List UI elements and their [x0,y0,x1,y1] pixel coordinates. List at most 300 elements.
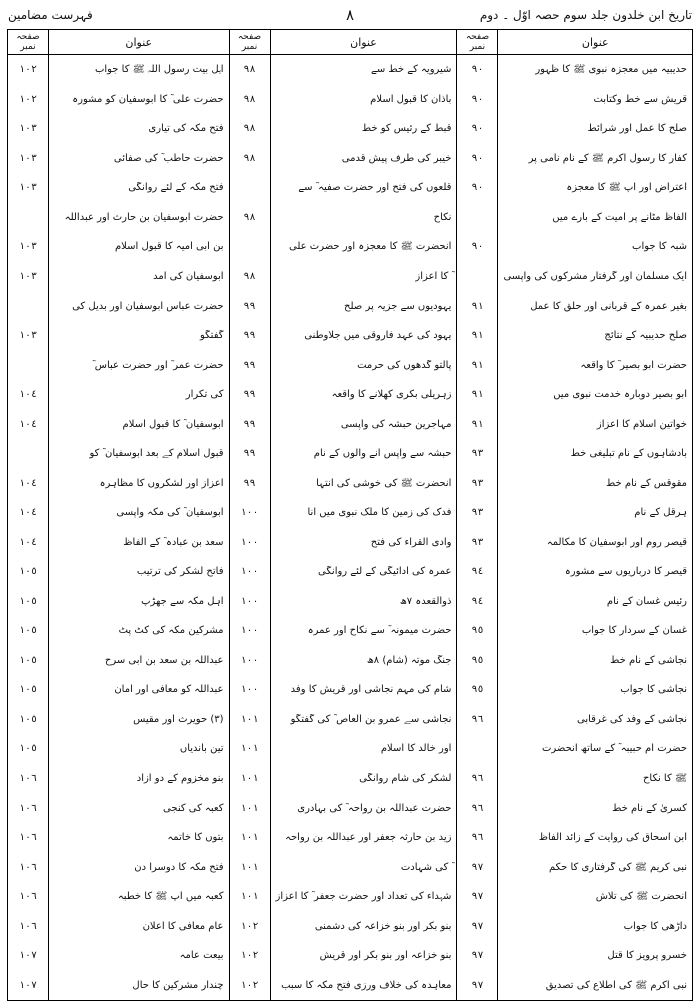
column-header-title: عنوان [581,35,609,49]
column-header [8,30,229,55]
entry-page-number: ١٠٥ [8,616,49,646]
toc-entry [230,321,457,351]
toc-entry [8,616,229,646]
entry-title: قلعوں کی فتح اور حضرت صفیہ ؓ سے [298,182,452,194]
entry-page-number: ١٠٣ [8,114,49,144]
entry-page-number: ١٠٧ [8,941,49,971]
toc-entry [8,203,229,233]
entry-page-number: ٩٣ [457,468,498,498]
toc-entry [230,203,457,233]
entry-page-number: ٩٩ [230,321,271,351]
entry-title: عبداللہ بن سعد بن ابی سرح [104,654,224,666]
entry-page-number: ٩٩ [230,468,271,498]
column-header-page: صفحہ نمبر [230,30,271,54]
entry-title: تین باندیاں [179,743,224,755]
toc-entry [457,380,692,410]
entry-title: باذان کا قبول اسلام [370,93,452,105]
entry-title: کفار کا رسول اکرم ﷺ کے نام نامی پر [528,152,687,164]
toc-entry [230,439,457,469]
entry-page-number: ٩٧ [457,852,498,882]
entry-page-number: ١٠٢ [230,970,271,1000]
toc-entry [8,557,229,587]
entry-title: حضرت عمر ؓ اور حضرت عباس ؓ [92,359,224,371]
entry-page-number: ٩٨ [230,55,271,85]
entry-title: شبہ کا جواب [632,241,687,253]
toc-entry [230,291,457,321]
entry-title: ہرقل کے نام [634,507,687,519]
column-header-page: صفحہ نمبر [8,30,49,54]
entry-title: اور خالد کا اسلام [380,743,452,755]
entry-page-number: ١٠٣ [8,232,49,262]
toc-entry [8,970,229,1000]
entry-title: نجاشی کے وفد کی غرقابی [577,713,687,725]
entry-title: ایک مسلمان اور گرفتار مشرکوں کی واپسی [503,270,687,282]
toc-entry [230,646,457,676]
entry-title: (٣) حویرث اور مقیس [133,713,224,725]
toc-entry [230,705,457,735]
toc-entry [230,734,457,764]
toc-entry [230,380,457,410]
toc-entry [230,350,457,380]
entry-title: شہداء کی تعداد اور حضرت جعفر ؓ کا اعزاز [275,891,452,903]
toc-entry [8,587,229,617]
entry-page-number: ١٠٣ [8,262,49,292]
toc-entry [230,764,457,794]
toc-entry [230,55,457,85]
entry-page-number: ١٠٠ [230,587,271,617]
entry-title: ﷺ کا نکاح [642,773,687,785]
running-header [8,6,692,28]
toc-entry [230,262,457,292]
entry-title: رئیس غسان کے نام [606,595,687,607]
entry-title: نجاشی سے عمرو بن العاص ؓ کی گفتگو [290,713,452,725]
entry-title: نجاشی کے نام خط [610,654,687,666]
entry-page-number: ١٠٥ [8,557,49,587]
entry-title: فتح مکہ کی تیاری [148,123,224,135]
entry-page-number: ١٠١ [230,764,271,794]
toc-entry [8,764,229,794]
toc-entry [457,114,692,144]
entry-page-number: ١٠١ [230,852,271,882]
toc-entry [457,144,692,174]
toc-entry [8,173,229,203]
entry-page-number [457,734,498,764]
entry-title: بنو خزاعہ اور بنو بکر اور قریش [319,950,452,962]
toc-entry [8,793,229,823]
entry-title: جنگ موتہ (شام) ٨ھ [366,654,452,666]
entry-page-number: ٩١ [457,291,498,321]
toc-column [8,30,229,1000]
toc-entry [230,528,457,558]
toc-entry [8,911,229,941]
entry-page-number: ١٠٤ [8,468,49,498]
toc-entry [230,616,457,646]
entry-page-number: ٩٩ [230,291,271,321]
entry-page-number: ١٠١ [230,705,271,735]
entry-page-number [457,262,498,292]
entry-page-number [230,232,271,262]
toc-entry [230,911,457,941]
entry-page-number [8,203,49,233]
entry-page-number: ١٠٥ [8,646,49,676]
toc-entry [457,734,692,764]
entry-title: فدک کی زمین کا ملک نبوی میں آنا [307,507,452,519]
entry-title: وادی القراء کی فتح [370,536,452,548]
toc-entry [8,705,229,735]
entry-title: نبی اکرم ﷺ کی اطلاع کی تصدیق [545,979,687,991]
entry-title: ابن اسحاق کی روایت کے زائد الفاظ [538,832,687,844]
entry-title: مہاجرین حبشہ کی واپسی [340,418,452,430]
column-header [457,30,692,55]
entry-page-number: ٩٨ [230,114,271,144]
toc-entry [230,852,457,882]
toc-entry [8,734,229,764]
entry-title: گفتگو [199,330,224,342]
entry-title: ابوسفیان ؓ کا قبول اسلام [122,418,224,430]
entry-page-number: ١٠١ [230,734,271,764]
toc-entry [457,764,692,794]
entry-page-number: ١٠٠ [230,528,271,558]
toc-entry [457,468,692,498]
table-of-contents [7,29,693,1001]
entry-page-number: ٩٥ [457,675,498,705]
entry-page-number: ١٠٣ [8,144,49,174]
toc-entry [230,587,457,617]
entry-title: حضرت میمونہ ؓ سے نکاح اور عمرہ [307,625,452,637]
toc-column [229,30,457,1000]
entry-page-number: ١٠٦ [8,911,49,941]
toc-entry [230,144,457,174]
entry-page-number: ٩٤ [457,587,498,617]
entry-page-number: ٩٨ [230,262,271,292]
entry-page-number: ١٠١ [230,823,271,853]
entry-title: نکاح [433,211,452,223]
entry-title: حضرت عباس ابوسفیان اور بدیل کی [72,300,224,312]
toc-entry [457,852,692,882]
toc-entry [457,911,692,941]
entry-page-number: ٩١ [457,350,498,380]
section-title: فہرست مضامین [8,8,93,22]
entry-page-number: ٩٩ [230,409,271,439]
toc-entry [457,557,692,587]
toc-entry [8,114,229,144]
entry-page-number [230,173,271,203]
entry-title: حضرت حاطب ؓ کی صفائی [113,152,224,164]
toc-entry [457,409,692,439]
entry-title: بن ابی امیہ کا قبول اسلام [114,241,224,253]
entry-title: آنحضرت ﷺ کی خوشی کی انتہا [316,477,452,489]
entry-page-number: ٩٨ [230,203,271,233]
entry-title: یہودیوں سے جزیہ پر صلح [344,300,452,312]
toc-entry [457,941,692,971]
entry-title: ذوالقعدہ ٧ھ [399,595,452,607]
toc-entry [457,587,692,617]
entry-title: خواتین اسلام کا اعزاز [596,418,687,430]
toc-entry [457,439,692,469]
entry-title: ؓ کی شہادت [400,861,452,873]
entry-page-number: ٩١ [457,380,498,410]
toc-entry [8,144,229,174]
entry-title: قریش سے خط وکتابت [593,93,687,105]
entry-page-number: ٩٧ [457,941,498,971]
entry-title: صلح کا عمل اور شرائط [587,123,687,135]
entry-title: عمرہ کی ادائیگی کے لئے روانگی [318,566,452,578]
toc-entry [230,85,457,115]
toc-entry [8,55,229,85]
entry-title: معاہدہ کی خلاف ورزی فتح مکہ کا سبب [281,979,452,991]
column-header-page: صفحہ نمبر [457,30,498,54]
toc-entry [230,823,457,853]
entry-page-number: ٩٥ [457,646,498,676]
entry-page-number: ١٠٠ [230,498,271,528]
column-header-title: عنوان [125,35,153,49]
entry-page-number: ١٠٥ [8,675,49,705]
entry-title: الفاظ مٹانے پر امیت کے بارے میں [552,211,687,223]
toc-entry [8,646,229,676]
entry-title: اعزاز اور لشکروں کا مظاہرہ [99,477,224,489]
toc-entry [230,793,457,823]
entry-page-number: ٩٦ [457,823,498,853]
entry-page-number: ٩٩ [230,439,271,469]
entry-title: حضرت ام حبیبہ ؓ کے ساتھ آنحضرت [541,743,687,755]
entry-title: حضرت علی ؓ کا ابوسفیان کو مشورہ [72,93,224,105]
entry-page-number: ٩٠ [457,55,498,85]
entry-title: بیعت عامہ [179,950,224,962]
toc-entry [457,203,692,233]
entry-title: ابو بصیر دوبارہ خدمت نبوی میں [553,389,687,401]
entry-title: بتوں کا خاتمہ [167,832,224,844]
toc-entry [230,970,457,1000]
entry-page-number: ١٠٥ [8,734,49,764]
toc-entry [457,262,692,292]
toc-entry [8,528,229,558]
toc-entry [230,675,457,705]
entry-title: ؓ کا اعزاز [415,270,452,282]
entry-page-number: ٩٣ [457,498,498,528]
entry-page-number: ١٠٥ [8,587,49,617]
entry-page-number: ١٠٤ [8,528,49,558]
entry-title: لشکر کی شام روانگی [359,773,452,785]
entry-title: بنو بکر اور بنو خزاعہ کی دشمنی [314,920,452,932]
entry-title: فتح مکہ کا دوسرا دن [134,861,224,873]
entry-title: بغیر عمرہ کے قربانی اور حلق کا عمل [530,300,687,312]
entry-title: نبی کریم ﷺ کی گرفتاری کا حکم [548,861,687,873]
entry-page-number: ٩٠ [457,232,498,262]
toc-entry [8,941,229,971]
entry-page-number: ٩٨ [230,144,271,174]
toc-entry [8,823,229,853]
entry-title: حضرت ابوسفیان بن حارث اور عبداللہ [64,211,224,223]
entry-title: مشرکین مکہ کی کٹ پٹ [118,625,224,637]
entry-title: کعبہ کی کنجی [163,802,224,814]
toc-entry [457,350,692,380]
entry-title: اہل بیت رسول اللہ ﷺ کا جواب [94,64,224,76]
toc-entry [230,468,457,498]
toc-entry [230,409,457,439]
toc-entry [230,173,457,203]
entry-page-number: ٩٠ [457,173,498,203]
entry-page-number [8,350,49,380]
page-number: ٨ [345,6,355,24]
toc-entry [230,232,457,262]
entry-page-number: ١٠٢ [8,55,49,85]
entry-title: اعتراض اور آپ ﷺ کا معجزہ [566,182,687,194]
book-title: تاریخ ابن خلدون جلد سوم حصہ اوّل ۔ دوم [479,8,692,22]
column-header-title: عنوان [350,35,377,49]
entry-title: شیرویہ کے خط سے [370,64,452,76]
entry-page-number: ٩٧ [457,970,498,1000]
entry-title: بادشاہوں کے نام تبلیغی خط [570,448,687,460]
toc-entry [457,793,692,823]
entry-page-number: ١٠٤ [8,409,49,439]
toc-entry [457,705,692,735]
entry-title: صلح حدیبیہ کے نتائج [604,330,687,342]
toc-entry [457,646,692,676]
entry-title: داڑھی کا جواب [623,920,687,932]
entry-title: حبشہ سے واپس آنے والوں کے نام [313,448,452,460]
entry-page-number: ١٠٥ [8,705,49,735]
entry-page-number: ١٠٦ [8,882,49,912]
entry-page-number: ١٠٦ [8,793,49,823]
entry-title: خیبر کی طرف پیش قدمی [341,152,452,164]
entry-page-number: ١٠٦ [8,764,49,794]
entry-title: عبداللہ کو معافی اور امان [114,684,224,696]
toc-entry [8,882,229,912]
entry-page-number: ٩٠ [457,114,498,144]
entry-page-number: ١٠٠ [230,646,271,676]
entry-page-number: ١٠٦ [8,852,49,882]
toc-entry [230,114,457,144]
entry-page-number: ٩٦ [457,705,498,735]
entry-page-number: ٩٤ [457,557,498,587]
toc-entry [8,262,229,292]
toc-entry [8,232,229,262]
entry-page-number: ٩٩ [230,380,271,410]
toc-entry [8,291,229,321]
toc-entry [8,675,229,705]
toc-entry [8,468,229,498]
entry-title: کسریٰ کے نام خط [612,802,687,814]
toc-entry [457,232,692,262]
entry-title: قبط کے رئیس کو خط [361,123,452,135]
entry-page-number [8,439,49,469]
toc-entry [457,55,692,85]
toc-entry [457,882,692,912]
entry-page-number: ٩١ [457,409,498,439]
entry-title: آنحضرت ﷺ کی تلاش [595,891,687,903]
entry-title: حدیبیہ میں معجزہ نبوی ﷺ کا ظہور [535,64,687,76]
entry-page-number: ٩٦ [457,793,498,823]
entry-title: مقوقس کے نام خط [606,477,687,489]
column-header [230,30,457,55]
entry-title: یہود کی عہد فاروقی میں جلاوطنی [304,330,452,342]
entry-title: حضرت ابو بصیر ؓ کا واقعہ [580,359,687,371]
entry-title: غسان کے سردار کا جواب [581,625,687,637]
entry-title: چندار مشرکین کا حال [132,979,224,991]
entry-page-number: ١٠٤ [8,498,49,528]
entry-page-number: ١٠٦ [8,823,49,853]
entry-title: فاتح لشکر کی ترتیب [136,566,224,578]
entry-page-number: ١٠١ [230,793,271,823]
entry-page-number: ١٠٢ [8,85,49,115]
entry-page-number: ٩٠ [457,144,498,174]
toc-entry [457,85,692,115]
entry-page-number: ١٠٢ [230,941,271,971]
entry-page-number: ٩٧ [457,882,498,912]
entry-page-number: ٩٠ [457,85,498,115]
toc-entry [8,350,229,380]
toc-entry [457,970,692,1000]
entry-page-number: ١٠٠ [230,557,271,587]
entry-title: کعبہ میں آپ ﷺ کا خطبہ [117,891,224,903]
entry-page-number: ١٠١ [230,882,271,912]
toc-entry [457,616,692,646]
entry-title: حضرت عبداللہ بن رواحہ ؓ کی بہادری [297,802,452,814]
entry-title: ابوسفیان ؓ کی مکہ واپسی [116,507,224,519]
entry-title: عام معافی کا اعلان [142,920,224,932]
entry-title: فتح مکہ کے لئے روانگی [128,182,224,194]
entry-title: بنو مخزوم کے دو آزاد [136,773,224,785]
entry-page-number [8,291,49,321]
entry-page-number: ١٠٣ [8,173,49,203]
toc-entry [8,498,229,528]
entry-page-number [457,203,498,233]
toc-entry [8,852,229,882]
toc-entry [457,321,692,351]
entry-page-number: ٩٩ [230,350,271,380]
entry-title: کی تکرار [185,389,224,401]
entry-page-number: ٩١ [457,321,498,351]
entry-title: خسرو پرویز کا قتل [607,950,687,962]
entry-title: قبول اسلام کے بعد ابوسفیان ؓ کو [89,448,224,460]
entry-page-number: ٩٦ [457,764,498,794]
toc-entry [8,380,229,410]
toc-entry [457,173,692,203]
toc-entry [8,409,229,439]
entry-page-number: ١٠٤ [8,380,49,410]
entry-page-number: ٩٣ [457,439,498,469]
entry-title: زید بن حارثہ جعفر اور عبداللہ بن رواحہ [285,832,452,844]
entry-title: زہریلی بکری کھلانے کا واقعہ [331,389,452,401]
entry-page-number: ١٠٣ [8,321,49,351]
entry-title: سعد بن عبادہ ؓ کے الفاظ [123,536,224,548]
entry-title: شام کی مہم نجاشی اور قریش کا وفد [290,684,452,696]
toc-entry [457,675,692,705]
toc-entry [230,941,457,971]
entry-page-number: ٩٨ [230,85,271,115]
toc-entry [230,882,457,912]
toc-column [456,30,692,1000]
entry-page-number: ٩٣ [457,528,498,558]
toc-entry [457,498,692,528]
toc-entry [457,291,692,321]
toc-entry [8,439,229,469]
entry-title: آنحضرت ﷺ کا معجزہ اور حضرت علی [289,241,452,253]
entry-page-number: ٩٧ [457,911,498,941]
toc-entry [230,498,457,528]
entry-title: قیصر کا درباریوں سے مشورہ [564,566,687,578]
toc-entry [457,528,692,558]
toc-entry [8,85,229,115]
toc-entry [457,823,692,853]
entry-title: ابوسفیان کی آمد [153,270,224,282]
entry-page-number: ١٠٢ [230,911,271,941]
entry-page-number: ٩٥ [457,616,498,646]
entry-title: پالتو گدھوں کی حرمت [357,359,452,371]
toc-entry [8,321,229,351]
entry-page-number: ١٠٠ [230,616,271,646]
entry-title: اہل مکہ سے جھڑپ [141,595,224,607]
